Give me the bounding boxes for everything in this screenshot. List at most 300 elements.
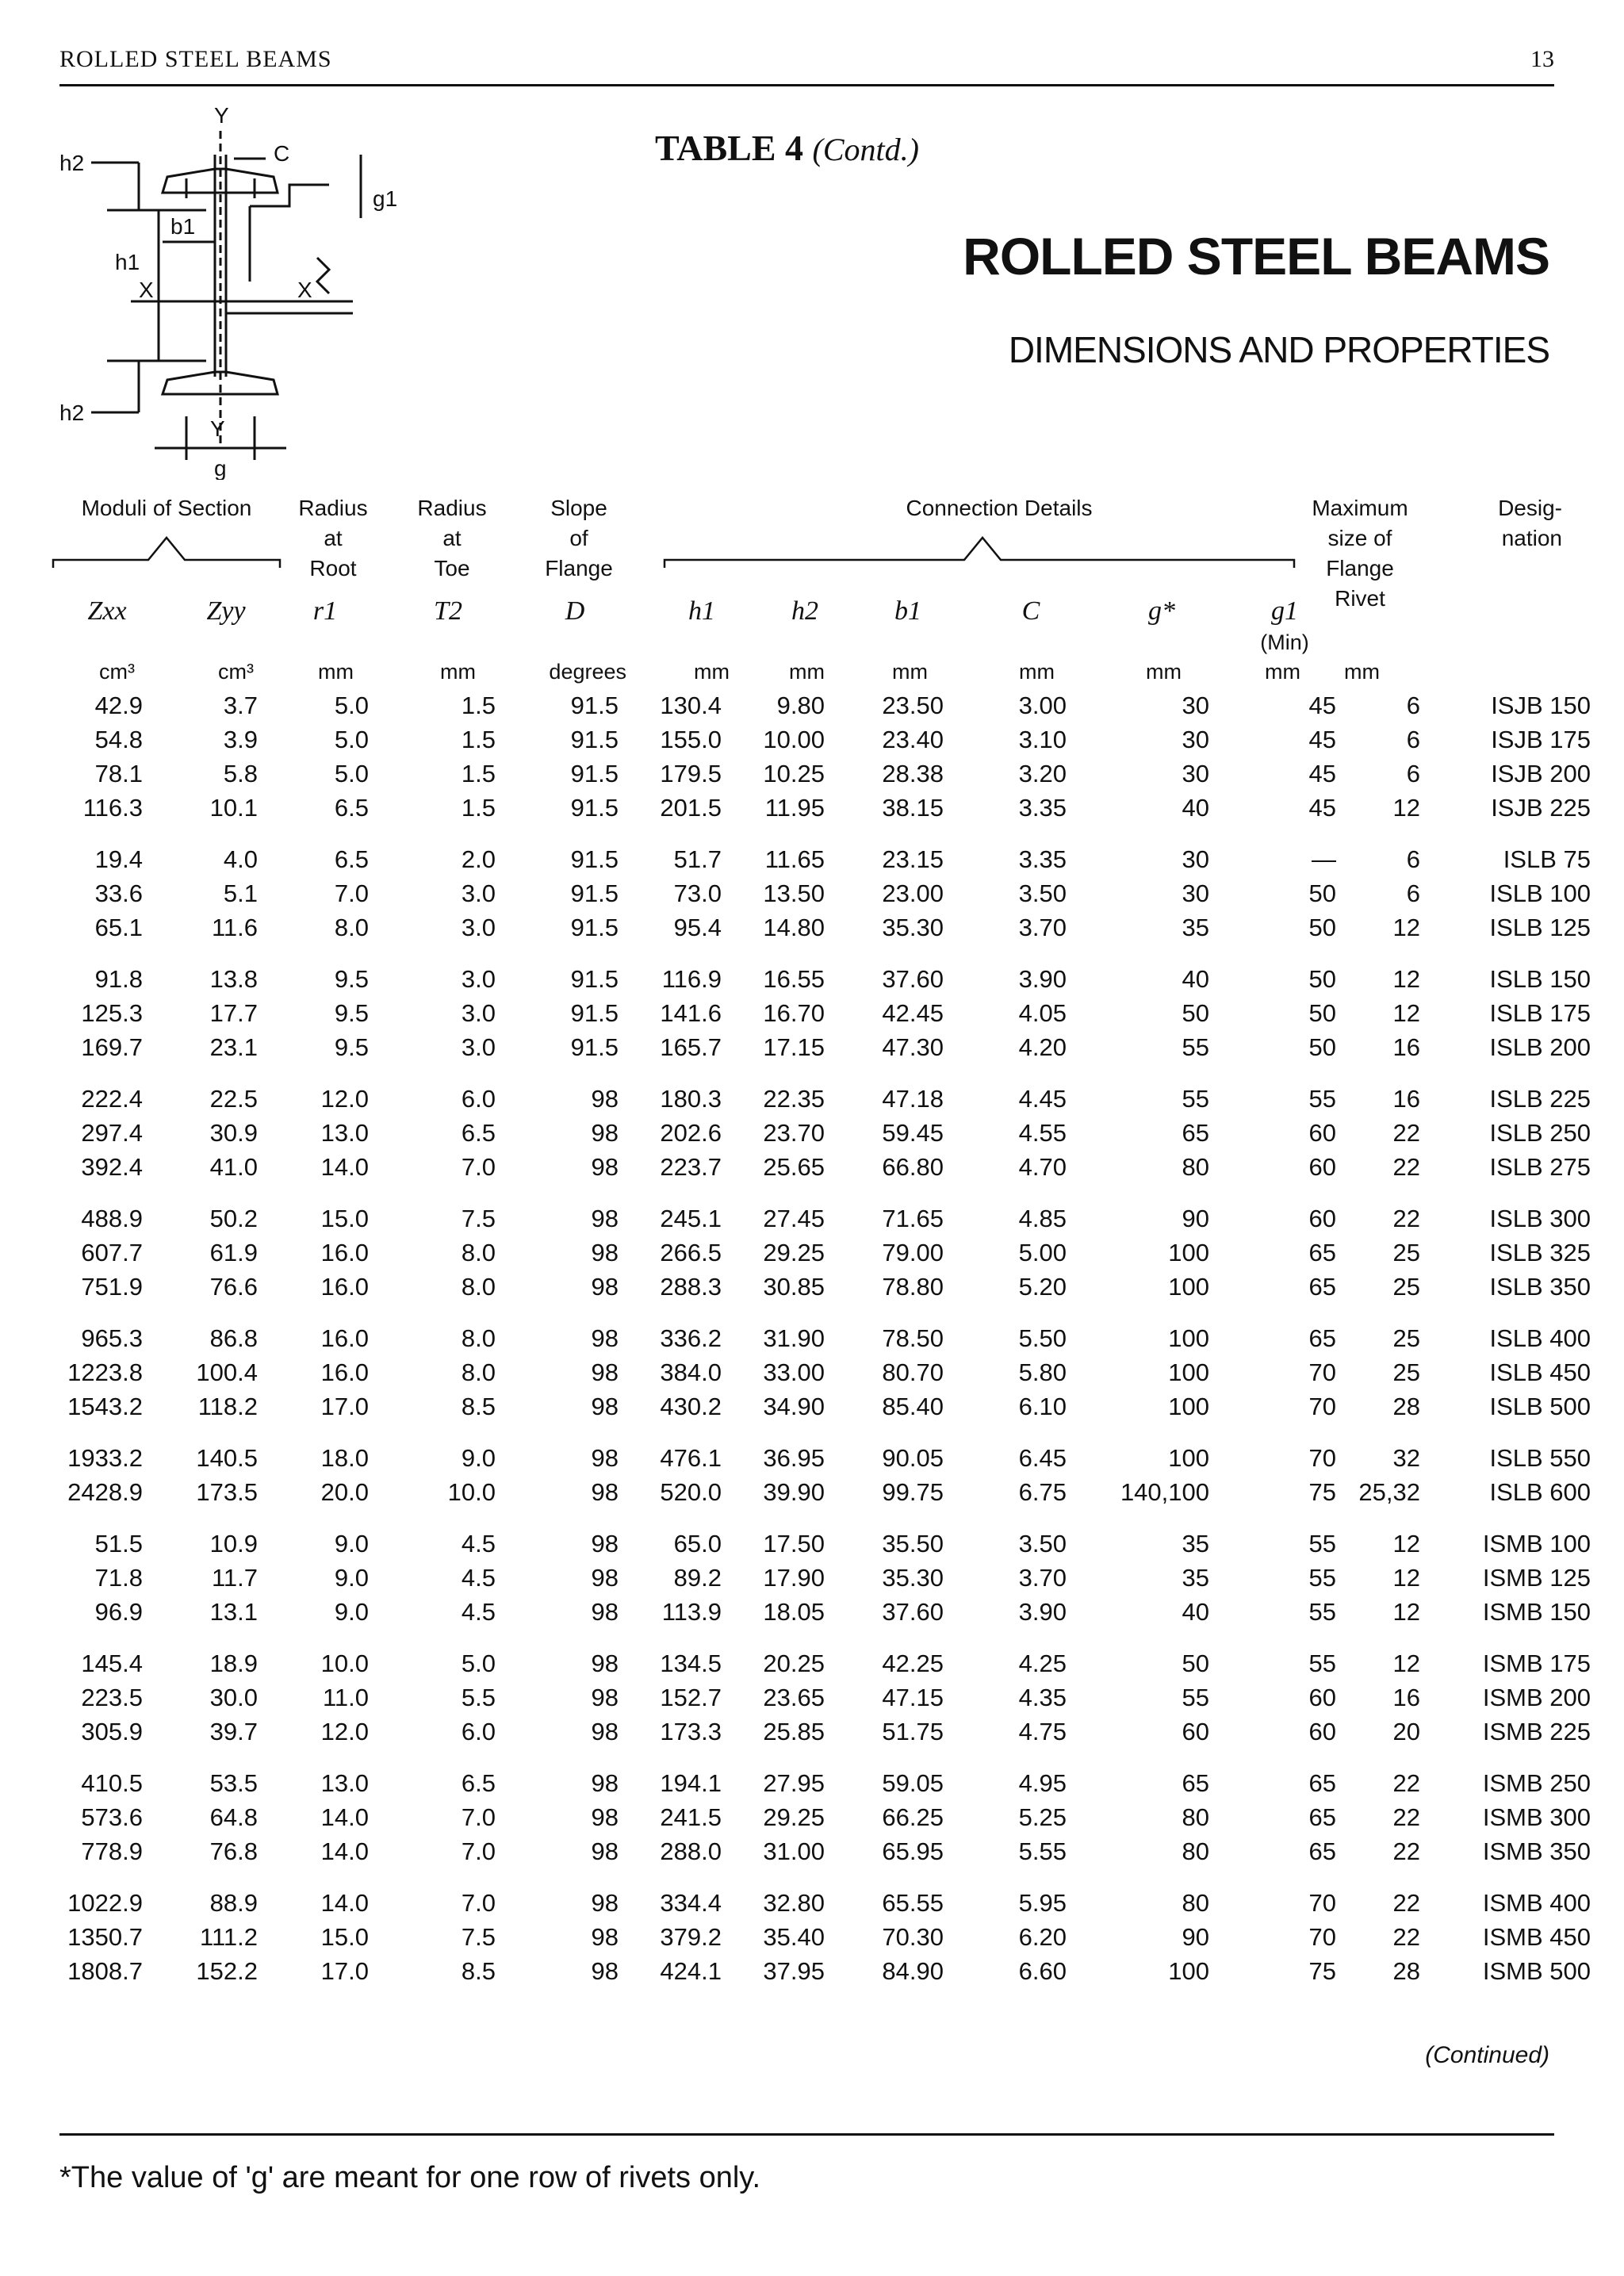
table-cell: 334.4 xyxy=(660,1888,722,1917)
diagram-label-h1: h1 xyxy=(115,250,140,274)
table-cell: 18.05 xyxy=(763,1597,825,1626)
table-cell: 65.1 xyxy=(94,913,143,941)
slope-header xyxy=(523,493,634,584)
table-cell: 20.0 xyxy=(320,1477,369,1506)
table-row xyxy=(0,1201,1591,1236)
unit-c: mm xyxy=(1019,660,1055,684)
table-row xyxy=(0,1389,1591,1423)
designation-cell: ISLB 75 xyxy=(1503,845,1591,873)
table-cell: 80 xyxy=(1182,1837,1209,1865)
table-cell: 65 xyxy=(1308,1837,1336,1865)
table-cell: 14.0 xyxy=(320,1837,369,1865)
table-label: TABLE 4 xyxy=(655,128,804,168)
table-cell: 4.75 xyxy=(1018,1717,1067,1745)
table-cell: 98 xyxy=(591,1597,619,1626)
table-cell: 47.18 xyxy=(882,1084,944,1113)
diagram-label-g: g xyxy=(214,456,227,480)
table-cell: 4.95 xyxy=(1018,1768,1067,1797)
table-row xyxy=(0,910,1591,945)
table-cell: 29.25 xyxy=(763,1238,825,1266)
table-row xyxy=(0,1766,1591,1800)
slope-line1: Slope xyxy=(550,496,607,520)
table-cell: 5.0 xyxy=(461,1649,496,1677)
table-cell: 65.55 xyxy=(882,1888,944,1917)
table-cell: 4.0 xyxy=(223,845,258,873)
table-cell: 9.0 xyxy=(334,1563,369,1592)
designation-cell: ISLB 150 xyxy=(1489,964,1591,993)
table-cell: 4.25 xyxy=(1018,1649,1067,1677)
table-cell: 22 xyxy=(1392,1922,1420,1951)
table-cell: 4.35 xyxy=(1018,1683,1067,1711)
table-cell: 5.50 xyxy=(1018,1324,1067,1352)
table-cell: 7.5 xyxy=(461,1922,496,1951)
table-cell: 5.8 xyxy=(223,759,258,787)
table-cell: 45 xyxy=(1308,725,1336,753)
table-cell: 98 xyxy=(591,1118,619,1147)
table-cell: 61.9 xyxy=(209,1238,258,1266)
table-cell: 25,32 xyxy=(1358,1477,1420,1506)
table-cell: 98 xyxy=(591,1204,619,1232)
table-cell: 573.6 xyxy=(81,1803,143,1831)
table-cell: 4.5 xyxy=(461,1563,496,1592)
table-cell: 125.3 xyxy=(81,998,143,1027)
table-cell: 75 xyxy=(1308,1956,1336,1985)
table-cell: 180.3 xyxy=(660,1084,722,1113)
table-cell: 37.60 xyxy=(882,1597,944,1626)
table-cell: 5.20 xyxy=(1018,1272,1067,1301)
table-cell: 23.40 xyxy=(882,725,944,753)
table-cell: 6 xyxy=(1406,879,1420,907)
table-cell: 51.7 xyxy=(673,845,722,873)
designation-cell: ISLB 275 xyxy=(1489,1152,1591,1181)
table-cell: 17.50 xyxy=(763,1529,825,1558)
table-cell: 5.1 xyxy=(223,879,258,907)
table-row xyxy=(0,1270,1591,1304)
table-cell: 379.2 xyxy=(660,1922,722,1951)
symbol-h1: h1 xyxy=(688,596,715,626)
moduli-header: Moduli of Section xyxy=(81,496,252,520)
table-cell: 35 xyxy=(1182,1529,1209,1558)
table-cell: 152.7 xyxy=(660,1683,722,1711)
table-cell: 73.0 xyxy=(673,879,722,907)
group-spacer xyxy=(0,1509,1591,1527)
designation-cell: ISMB 450 xyxy=(1482,1922,1591,1951)
table-cell: 5.25 xyxy=(1018,1803,1067,1831)
radius-root-line1: Radius xyxy=(298,496,368,520)
table-cell: 70 xyxy=(1308,1443,1336,1472)
table-row xyxy=(0,1527,1591,1561)
designation-cell: ISJB 200 xyxy=(1491,759,1591,787)
radius-root-header xyxy=(282,493,385,584)
table-cell: 100 xyxy=(1168,1324,1209,1352)
table-cell: 145.4 xyxy=(81,1649,143,1677)
table-cell: 31.00 xyxy=(763,1837,825,1865)
designation-cell: ISLB 175 xyxy=(1489,998,1591,1027)
table-cell: 65 xyxy=(1182,1118,1209,1147)
beam-properties-table xyxy=(0,688,1591,1988)
table-cell: 40 xyxy=(1182,964,1209,993)
table-cell: 11.0 xyxy=(322,1683,369,1711)
table-cell: 152.2 xyxy=(196,1956,258,1985)
table-cell: 85.40 xyxy=(882,1392,944,1420)
table-cell: 5.0 xyxy=(334,759,369,787)
table-cell: 4.45 xyxy=(1018,1084,1067,1113)
unit-h1: mm xyxy=(694,660,730,684)
table-cell: 4.85 xyxy=(1018,1204,1067,1232)
designation-cell: ISMB 250 xyxy=(1482,1768,1591,1797)
table-cell: 288.3 xyxy=(660,1272,722,1301)
table-cell: 76.8 xyxy=(209,1837,258,1865)
rivet-line1: Maximum xyxy=(1312,496,1408,520)
table-cell: 98 xyxy=(591,1529,619,1558)
table-cell: 6.5 xyxy=(461,1118,496,1147)
table-cell: 60 xyxy=(1308,1118,1336,1147)
table-cell: 6 xyxy=(1406,845,1420,873)
table-cell: 98 xyxy=(591,1324,619,1352)
table-cell: 98 xyxy=(591,1392,619,1420)
designation-line1: Desig- xyxy=(1498,496,1562,520)
table-cell: 98 xyxy=(591,1717,619,1745)
designation-cell: ISLB 300 xyxy=(1489,1204,1591,1232)
table-cell: 98 xyxy=(591,1443,619,1472)
table-cell: 88.9 xyxy=(209,1888,258,1917)
table-cell: 22 xyxy=(1392,1118,1420,1147)
table-cell: 60 xyxy=(1308,1717,1336,1745)
table-cell: 91.8 xyxy=(94,964,143,993)
table-cell: 98 xyxy=(591,1649,619,1677)
table-cell: 16.70 xyxy=(763,998,825,1027)
table-cell: 113.9 xyxy=(661,1597,722,1626)
table-cell: 25 xyxy=(1392,1324,1420,1352)
table-cell: 22 xyxy=(1392,1803,1420,1831)
designation-line2: nation xyxy=(1501,526,1562,550)
table-cell: 410.5 xyxy=(81,1768,143,1797)
table-cell: 6.0 xyxy=(461,1717,496,1745)
table-cell: 12 xyxy=(1392,1563,1420,1592)
table-cell: 5.55 xyxy=(1018,1837,1067,1865)
table-cell: 19.4 xyxy=(94,845,143,873)
table-cell: 778.9 xyxy=(81,1837,143,1865)
table-row xyxy=(0,791,1591,825)
connection-brace xyxy=(663,530,1297,569)
table-cell: 266.5 xyxy=(660,1238,722,1266)
table-row xyxy=(0,1715,1591,1749)
table-row xyxy=(0,688,1591,722)
table-cell: 11.6 xyxy=(211,913,258,941)
table-cell: 78.50 xyxy=(882,1324,944,1352)
table-cell: 476.1 xyxy=(660,1443,722,1472)
table-cell: 34.90 xyxy=(763,1392,825,1420)
table-cell: 6.45 xyxy=(1018,1443,1067,1472)
table-cell: 3.50 xyxy=(1018,879,1067,907)
table-cell: 47.15 xyxy=(882,1683,944,1711)
table-cell: 64.8 xyxy=(209,1803,258,1831)
table-cell: 65 xyxy=(1308,1324,1336,1352)
table-cell: 30 xyxy=(1182,845,1209,873)
table-cell: 66.80 xyxy=(882,1152,944,1181)
table-row xyxy=(0,1646,1591,1680)
table-cell: 45 xyxy=(1308,793,1336,822)
table-cell: 3.0 xyxy=(461,913,496,941)
table-cell: 80 xyxy=(1182,1888,1209,1917)
table-cell: 424.1 xyxy=(660,1956,722,1985)
table-cell: 91.5 xyxy=(570,725,619,753)
table-cell: 23.1 xyxy=(209,1033,258,1061)
unit-d: degrees xyxy=(549,660,626,684)
table-cell: 65 xyxy=(1308,1803,1336,1831)
table-cell: 96.9 xyxy=(94,1597,143,1626)
table-cell: 36.95 xyxy=(763,1443,825,1472)
table-cell: 17.7 xyxy=(209,998,258,1027)
table-cell: 98 xyxy=(591,1477,619,1506)
table-cell: 28 xyxy=(1392,1956,1420,1985)
table-row xyxy=(0,1886,1591,1920)
table-cell: 6.75 xyxy=(1018,1477,1067,1506)
table-cell: 111.2 xyxy=(200,1922,258,1951)
table-cell: 3.35 xyxy=(1018,793,1067,822)
table-cell: 80 xyxy=(1182,1803,1209,1831)
page-number: 13 xyxy=(1530,46,1554,72)
table-cell: 8.0 xyxy=(461,1238,496,1266)
group-spacer xyxy=(0,1064,1591,1082)
table-cell: 27.95 xyxy=(763,1768,825,1797)
diagram-label-x-right: X xyxy=(297,278,312,302)
table-cell: 7.0 xyxy=(461,1803,496,1831)
table-cell: 1808.7 xyxy=(67,1956,143,1985)
table-cell: 38.15 xyxy=(882,793,944,822)
rivet-line3: Flange xyxy=(1326,556,1394,580)
table-row xyxy=(0,996,1591,1030)
table-row xyxy=(0,1441,1591,1475)
table-cell: 9.0 xyxy=(461,1443,496,1472)
continued-note: (Continued) xyxy=(1425,2042,1549,2068)
table-cell: 10.9 xyxy=(209,1529,258,1558)
table-cell: 223.5 xyxy=(81,1683,143,1711)
table-cell: 65 xyxy=(1308,1768,1336,1797)
designation-cell: ISJB 175 xyxy=(1491,725,1591,753)
table-cell: 98 xyxy=(591,1084,619,1113)
table-cell: 6.5 xyxy=(461,1768,496,1797)
table-cell: 6 xyxy=(1406,759,1420,787)
table-cell: 5.0 xyxy=(334,691,369,719)
table-cell: 55 xyxy=(1182,1084,1209,1113)
table-cell: 35.30 xyxy=(882,1563,944,1592)
table-row xyxy=(0,842,1591,876)
table-cell: 173.5 xyxy=(196,1477,258,1506)
table-cell: 90 xyxy=(1182,1922,1209,1951)
table-row xyxy=(0,1920,1591,1954)
table-cell: 50 xyxy=(1308,1033,1336,1061)
table-cell: 91.5 xyxy=(570,759,619,787)
table-cell: 50 xyxy=(1182,998,1209,1027)
table-cell: 35.30 xyxy=(882,913,944,941)
table-cell: 607.7 xyxy=(81,1238,143,1266)
table-cell: 8.0 xyxy=(461,1358,496,1386)
group-spacer xyxy=(0,1304,1591,1321)
symbol-d: D xyxy=(565,596,585,626)
designation-cell: ISLB 250 xyxy=(1489,1118,1591,1147)
table-cell: 65 xyxy=(1308,1238,1336,1266)
group-spacer xyxy=(0,825,1591,842)
unit-rivet: mm xyxy=(1344,660,1380,684)
table-cell: 91.5 xyxy=(570,913,619,941)
table-cell: 13.0 xyxy=(320,1118,369,1147)
table-cell: 22 xyxy=(1392,1204,1420,1232)
table-cell: 8.5 xyxy=(461,1956,496,1985)
table-cell: 2428.9 xyxy=(67,1477,143,1506)
table-cell: 6 xyxy=(1406,725,1420,753)
table-cell: 59.45 xyxy=(882,1118,944,1147)
table-cell: 11.65 xyxy=(764,845,825,873)
table-cell: 6.5 xyxy=(334,845,369,873)
table-cell: 22.5 xyxy=(209,1084,258,1113)
table-cell: 75 xyxy=(1308,1477,1336,1506)
table-cell: 3.70 xyxy=(1018,913,1067,941)
table-cell: 45 xyxy=(1308,691,1336,719)
table-row xyxy=(0,1150,1591,1184)
table-cell: 5.00 xyxy=(1018,1238,1067,1266)
table-cell: 8.0 xyxy=(334,913,369,941)
table-row xyxy=(0,1954,1591,1988)
designation-cell: ISLB 500 xyxy=(1489,1392,1591,1420)
table-cell: 78.1 xyxy=(94,759,143,787)
table-cell: 12 xyxy=(1392,793,1420,822)
table-cell: 3.50 xyxy=(1018,1529,1067,1558)
table-cell: 55 xyxy=(1182,1033,1209,1061)
unit-t2: mm xyxy=(440,660,476,684)
table-cell: 20.25 xyxy=(763,1649,825,1677)
designation-cell: ISLB 450 xyxy=(1489,1358,1591,1386)
table-cell: 32 xyxy=(1392,1443,1420,1472)
table-cell: 78.80 xyxy=(882,1272,944,1301)
table-cell: 2.0 xyxy=(461,845,496,873)
table-row xyxy=(0,962,1591,996)
table-cell: 70 xyxy=(1308,1358,1336,1386)
table-cell: 13.1 xyxy=(209,1597,258,1626)
table-cell: 16 xyxy=(1392,1683,1420,1711)
moduli-brace xyxy=(52,530,282,569)
table-cell: 6 xyxy=(1406,691,1420,719)
table-cell: 11.95 xyxy=(764,793,825,822)
table-cell: 98 xyxy=(591,1272,619,1301)
table-cell: 55 xyxy=(1308,1084,1336,1113)
diagram-label-y-top: Y xyxy=(214,103,229,128)
table-cell: 12.0 xyxy=(320,1084,369,1113)
table-cell: 91.5 xyxy=(570,793,619,822)
table-cell: 98 xyxy=(591,1152,619,1181)
table-cell: 32.80 xyxy=(763,1888,825,1917)
table-cell: 50 xyxy=(1308,913,1336,941)
running-header: ROLLED STEEL BEAMS xyxy=(59,46,332,72)
table-cell: 4.5 xyxy=(461,1529,496,1558)
unit-r1: mm xyxy=(318,660,354,684)
table-cell: 89.2 xyxy=(673,1563,722,1592)
table-cell: 297.4 xyxy=(81,1118,143,1147)
table-cell: 30.9 xyxy=(209,1118,258,1147)
table-cell: 98 xyxy=(591,1358,619,1386)
table-cell: 3.0 xyxy=(461,964,496,993)
table-cell: 10.00 xyxy=(763,725,825,753)
table-cell: 100 xyxy=(1168,1358,1209,1386)
page-subtitle: DIMENSIONS AND PROPERTIES xyxy=(1008,329,1549,370)
symbol-g1: g1 (Min) xyxy=(1237,596,1332,657)
table-cell: 9.5 xyxy=(334,1033,369,1061)
table-cell: 965.3 xyxy=(81,1324,143,1352)
table-cell: 84.90 xyxy=(882,1956,944,1985)
table-row xyxy=(0,757,1591,791)
table-cell: 3.9 xyxy=(223,725,258,753)
table-cell: 336.2 xyxy=(660,1324,722,1352)
table-cell: 60 xyxy=(1308,1204,1336,1232)
table-cell: 3.70 xyxy=(1018,1563,1067,1592)
table-cell: 7.5 xyxy=(461,1204,496,1232)
table-cell: 1543.2 xyxy=(67,1392,143,1420)
designation-cell: ISMB 500 xyxy=(1482,1956,1591,1985)
table-cell: 25.65 xyxy=(763,1152,825,1181)
designation-cell: ISLB 200 xyxy=(1489,1033,1591,1061)
table-cell: 86.8 xyxy=(209,1324,258,1352)
table-cell: 22 xyxy=(1392,1888,1420,1917)
table-cell: 4.05 xyxy=(1018,998,1067,1027)
table-cell: 39.7 xyxy=(209,1717,258,1745)
table-cell: 3.00 xyxy=(1018,691,1067,719)
table-cell: 59.05 xyxy=(882,1768,944,1797)
group-spacer xyxy=(0,945,1591,962)
table-cell: 3.20 xyxy=(1018,759,1067,787)
table-cell: 55 xyxy=(1308,1563,1336,1592)
table-cell: 3.35 xyxy=(1018,845,1067,873)
table-cell: 40 xyxy=(1182,793,1209,822)
header-rule xyxy=(59,84,1554,86)
designation-cell: ISLB 600 xyxy=(1489,1477,1591,1506)
table-cell: 1.5 xyxy=(461,691,496,719)
table-cell: 18.0 xyxy=(320,1443,369,1472)
table-cell: 201.5 xyxy=(660,793,722,822)
table-cell: 1.5 xyxy=(461,793,496,822)
unit-h2: mm xyxy=(789,660,825,684)
table-cell: 42.25 xyxy=(882,1649,944,1677)
table-cell: 23.50 xyxy=(882,691,944,719)
diagram-label-c: C xyxy=(274,141,290,166)
table-cell: 12 xyxy=(1392,964,1420,993)
table-cell: 141.6 xyxy=(660,998,722,1027)
designation-cell: ISLB 125 xyxy=(1489,913,1591,941)
symbol-g: g* xyxy=(1148,596,1175,626)
table-cell: 98 xyxy=(591,1888,619,1917)
rivet-line2: size of xyxy=(1327,526,1392,550)
table-cell: 140.5 xyxy=(196,1443,258,1472)
table-cell: 33.00 xyxy=(763,1358,825,1386)
table-cell: 40 xyxy=(1182,1597,1209,1626)
table-cell: 91.5 xyxy=(570,691,619,719)
table-row xyxy=(0,1834,1591,1868)
table-cell: 22 xyxy=(1392,1768,1420,1797)
table-cell: 9.5 xyxy=(334,998,369,1027)
table-cell: 6.0 xyxy=(461,1084,496,1113)
table-cell: 70.30 xyxy=(882,1922,944,1951)
table-cell: 91.5 xyxy=(570,998,619,1027)
table-cell: 12 xyxy=(1392,1649,1420,1677)
radius-root-line2: at xyxy=(324,526,343,550)
table-cell: 10.0 xyxy=(320,1649,369,1677)
table-cell: 10.25 xyxy=(763,759,825,787)
table-cell: 80.70 xyxy=(882,1358,944,1386)
table-cell: 41.0 xyxy=(209,1152,258,1181)
symbol-r1: r1 xyxy=(312,596,338,626)
table-cell: 37.60 xyxy=(882,964,944,993)
table-cell: 100 xyxy=(1168,1443,1209,1472)
table-cell: 55 xyxy=(1308,1529,1336,1558)
